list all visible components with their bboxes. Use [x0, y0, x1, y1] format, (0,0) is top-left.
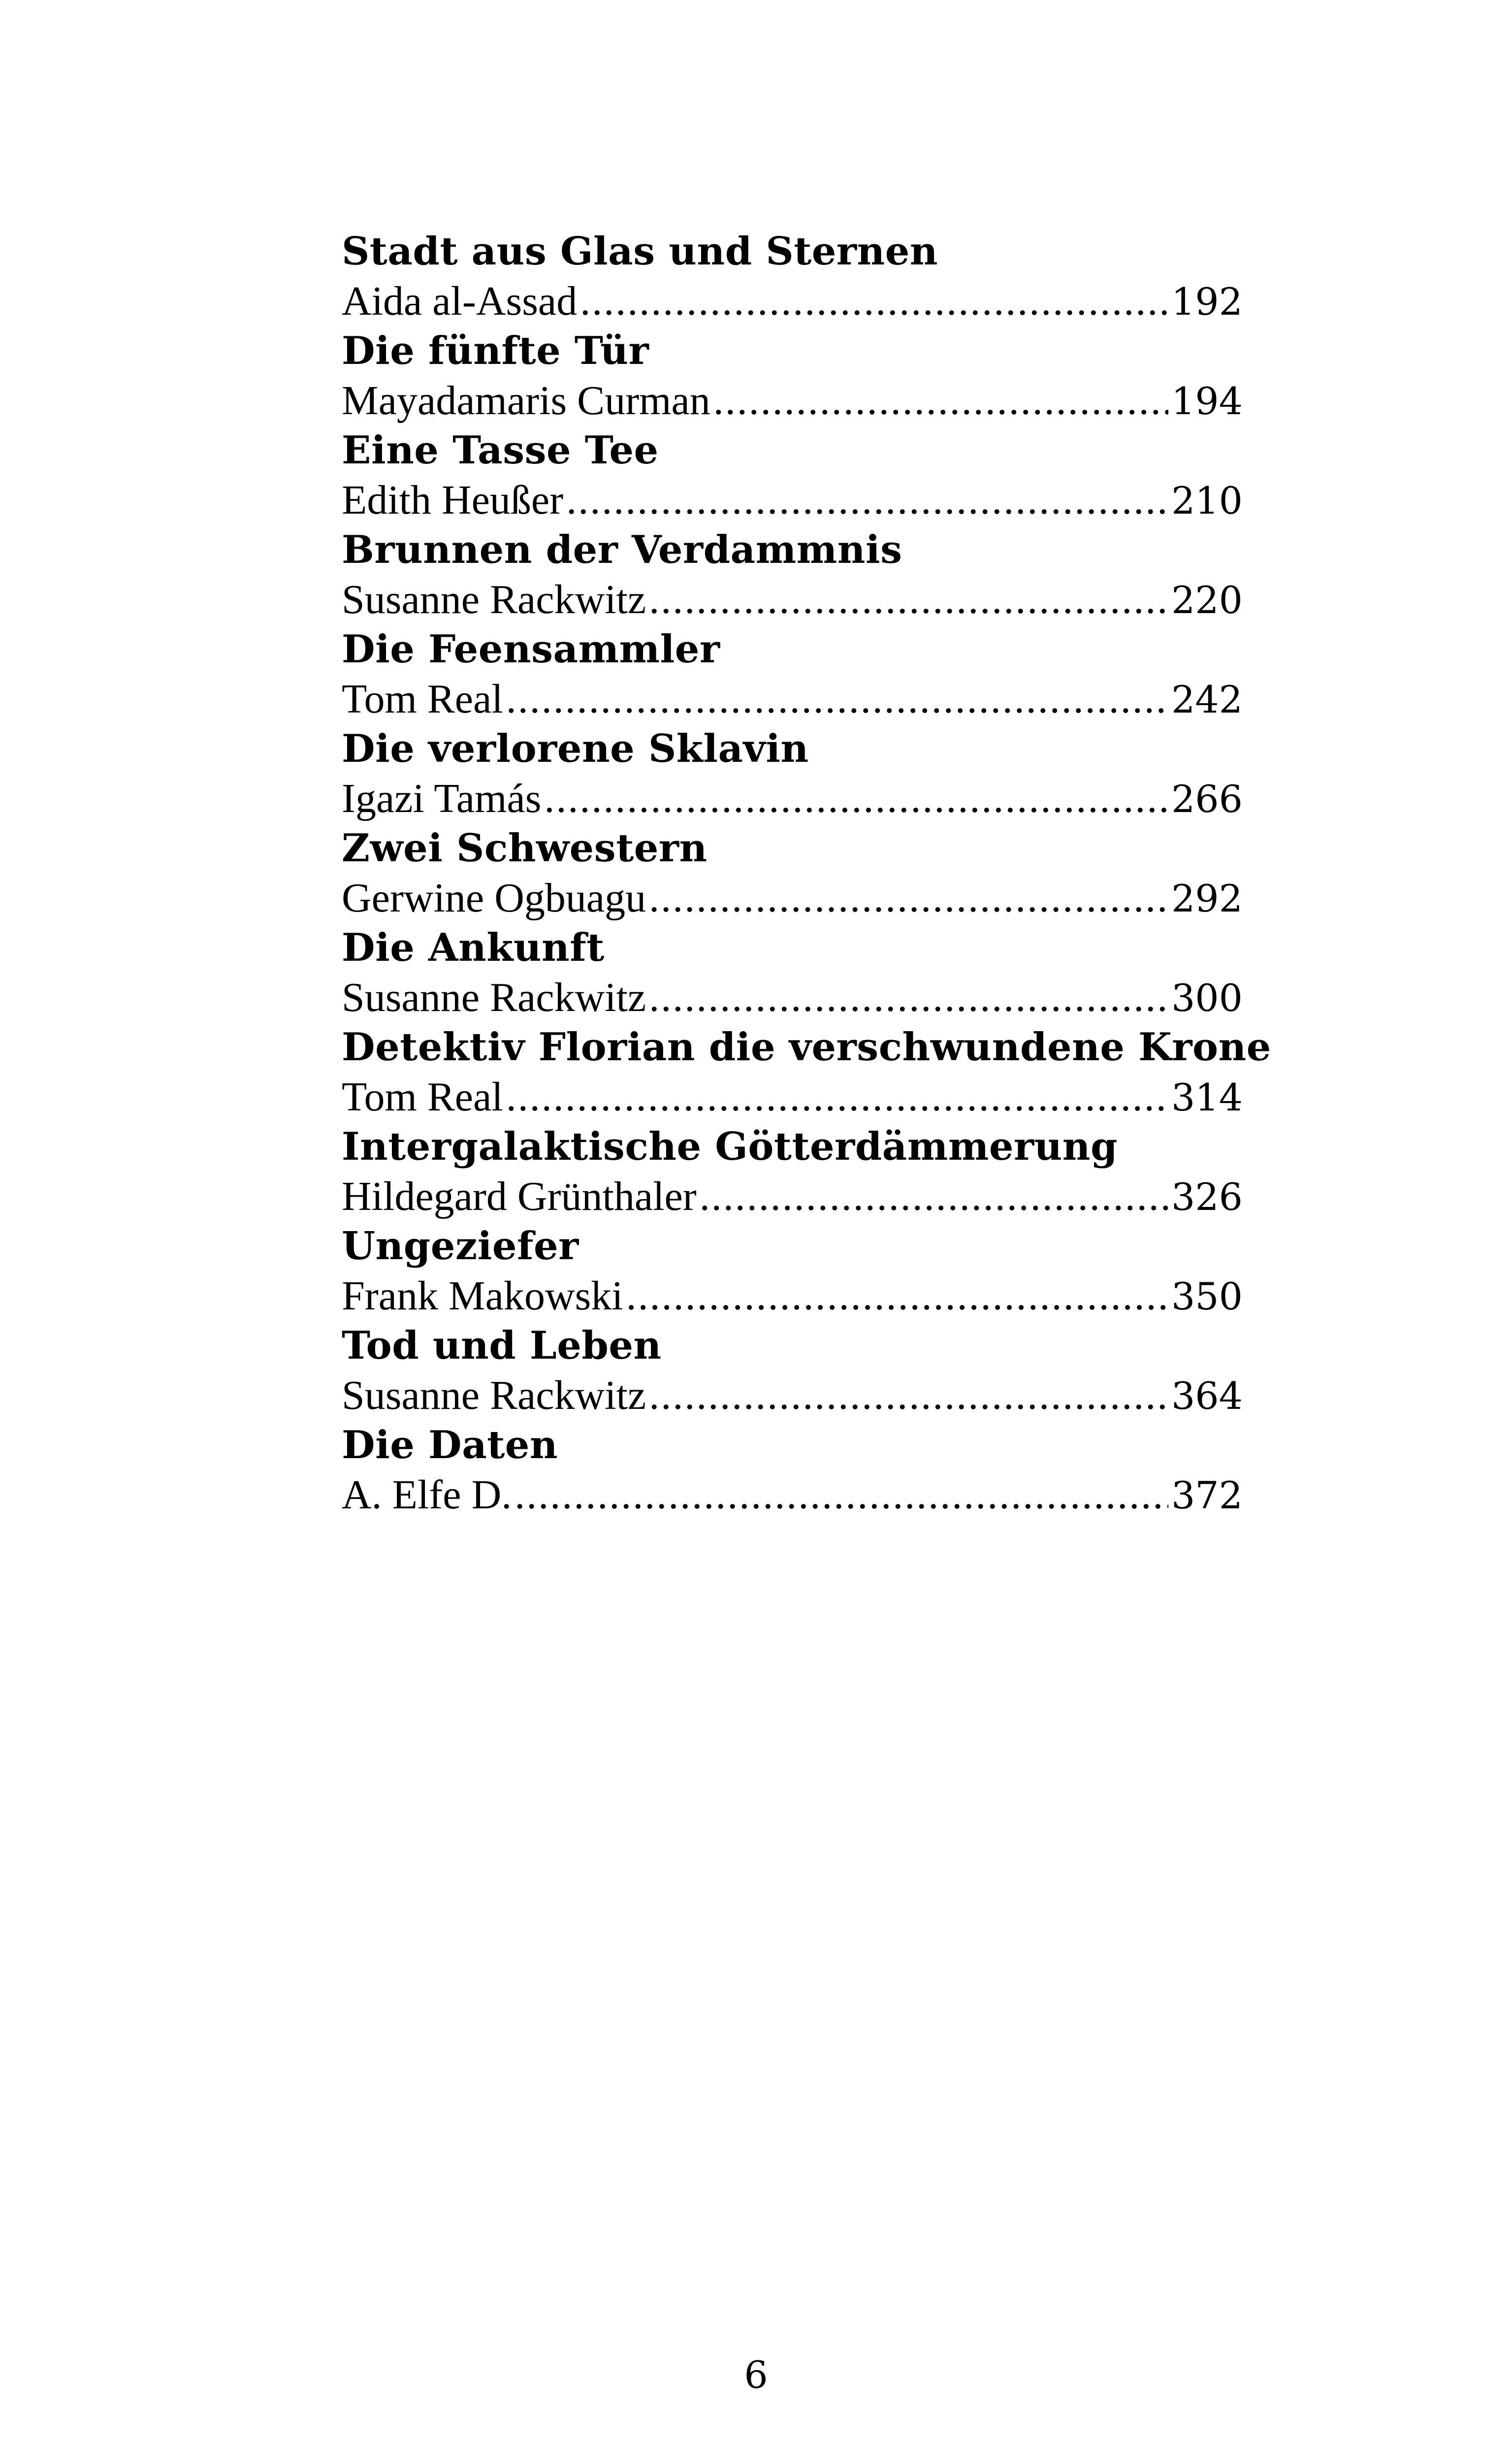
dot-leader	[580, 276, 1168, 326]
dot-leader	[566, 475, 1168, 525]
author-line	[342, 873, 1243, 923]
author-name: Frank Makowski	[342, 1273, 623, 1319]
author-name: Susanne Rackwitz	[342, 1372, 646, 1418]
toc-entry	[342, 425, 1257, 525]
page-reference: 292	[1171, 877, 1243, 920]
page-reference: 326	[1171, 1175, 1243, 1219]
story-title: Die Ankunft	[342, 925, 605, 970]
dot-leader	[626, 1271, 1168, 1321]
toc-entry	[342, 923, 1257, 1022]
author-name: Tom Real	[342, 676, 503, 722]
page-reference: 220	[1171, 578, 1243, 622]
dot-leader	[649, 973, 1168, 1022]
dot-leader	[544, 774, 1168, 823]
dot-leader	[515, 1470, 1168, 1520]
author-line	[342, 1271, 1243, 1321]
author-name: A. Elfe D.	[342, 1472, 512, 1518]
story-title: Stadt aus Glas und Sternen	[342, 229, 938, 274]
page-reference: 194	[1171, 379, 1243, 423]
story-title: Brunnen der Verdammnis	[342, 527, 902, 572]
toc-entry	[342, 724, 1257, 823]
dot-leader	[649, 575, 1168, 624]
author-line	[342, 1172, 1243, 1221]
page-reference: 314	[1171, 1075, 1243, 1119]
dot-leader	[713, 376, 1168, 425]
author-line	[342, 475, 1243, 525]
toc-entry	[342, 1122, 1257, 1221]
story-title: Die fünfte Tür	[342, 328, 649, 373]
toc-entry	[342, 1420, 1257, 1520]
author-line	[342, 1370, 1243, 1420]
page-reference: 372	[1171, 1473, 1243, 1517]
toc-entry	[342, 823, 1257, 923]
dot-leader	[506, 674, 1168, 724]
author-name: Susanne Rackwitz	[342, 577, 646, 622]
dot-leader	[700, 1172, 1168, 1221]
author-name: Hildegard Grünthaler	[342, 1173, 697, 1219]
dot-leader	[506, 1072, 1168, 1122]
toc-entry	[342, 1221, 1257, 1321]
author-name: Edith Heußer	[342, 477, 564, 523]
story-title: Eine Tasse Tee	[342, 428, 659, 473]
story-title: Detektiv Florian die verschwundene Krone	[342, 1025, 1271, 1070]
author-name: Gerwine Ogbuagu	[342, 875, 646, 921]
toc-entry	[342, 525, 1257, 624]
author-line	[342, 774, 1243, 823]
page-reference: 350	[1171, 1274, 1243, 1318]
page-reference: 300	[1171, 976, 1243, 1020]
author-line	[342, 1470, 1243, 1520]
story-title: Die Daten	[342, 1423, 558, 1467]
author-line	[342, 1072, 1243, 1122]
page-reference: 364	[1171, 1374, 1243, 1418]
author-line	[342, 276, 1243, 326]
author-name: Igazi Tamás	[342, 776, 542, 821]
page-number: 6	[744, 2353, 768, 2397]
story-title: Ungeziefer	[342, 1224, 579, 1269]
dot-leader	[649, 1370, 1168, 1420]
table-of-contents	[342, 227, 1271, 1520]
story-title: Tod und Leben	[342, 1323, 662, 1368]
toc-entry	[342, 227, 1257, 326]
author-line	[342, 973, 1243, 1022]
toc-entry	[342, 326, 1257, 425]
dot-leader	[649, 873, 1168, 923]
author-line	[342, 376, 1243, 425]
story-title: Intergalaktische Götterdämmerung	[342, 1124, 1118, 1169]
page-reference: 192	[1171, 280, 1243, 324]
author-name: Mayadamaris Curman	[342, 378, 710, 423]
author-name: Tom Real	[342, 1074, 503, 1120]
story-title: Die verlorene Sklavin	[342, 726, 809, 771]
page-reference: 210	[1171, 479, 1243, 522]
story-title: Die Feensammler	[342, 627, 720, 672]
author-line	[342, 674, 1243, 724]
page-reference: 242	[1171, 678, 1243, 721]
author-name: Aida al-Assad	[342, 278, 578, 324]
toc-entry	[342, 1321, 1257, 1420]
author-name: Susanne Rackwitz	[342, 975, 646, 1020]
page-reference: 266	[1171, 777, 1243, 821]
author-line	[342, 575, 1243, 624]
story-title: Zwei Schwestern	[342, 826, 708, 871]
toc-entry	[342, 1022, 1271, 1122]
toc-entry	[342, 624, 1257, 724]
